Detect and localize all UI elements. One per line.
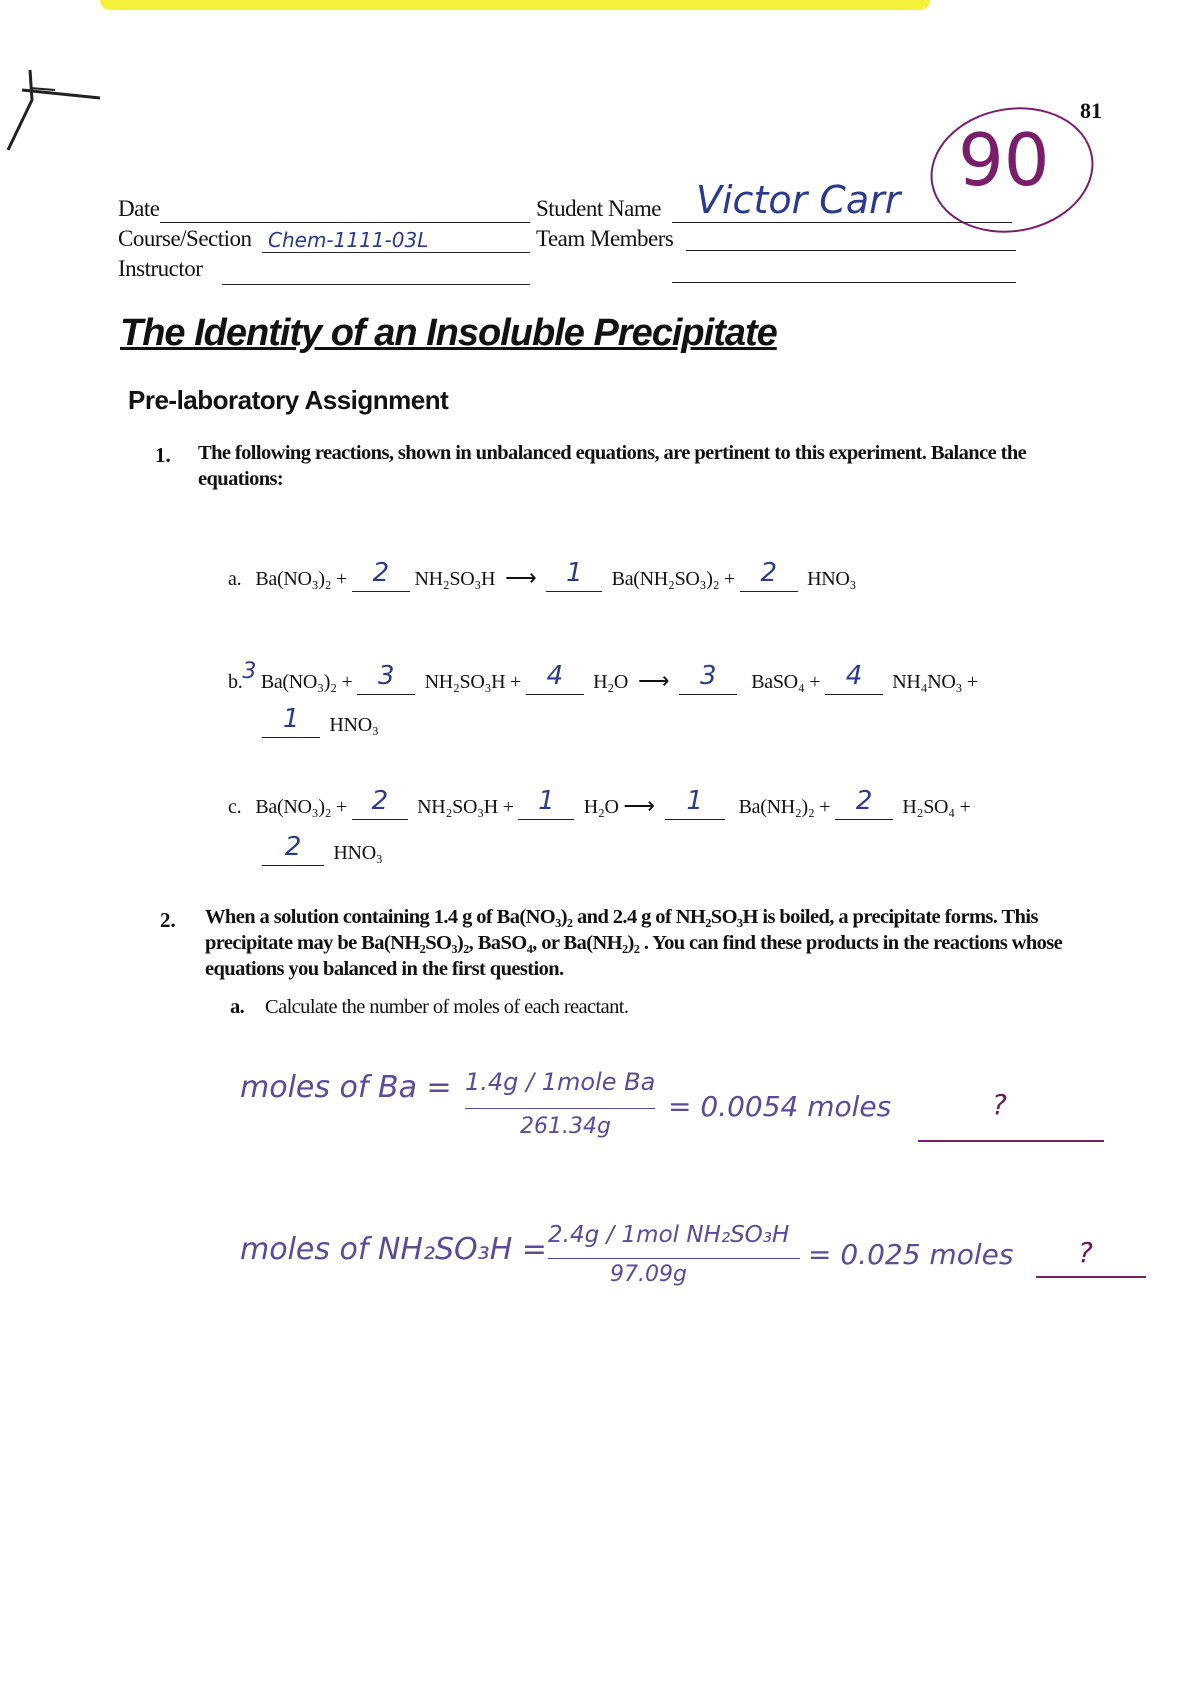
instructor-label: Instructor (118, 256, 203, 281)
eq-c-reactant-1: Ba(NO₃)₂ + (255, 796, 348, 818)
question-1-text: The following reactions, shown in unbalanced equations, are pertinent to this experiment. Balance the equations: (198, 442, 1027, 490)
eq-c-blank-4[interactable]: 1 (665, 794, 725, 820)
eq-b-blank-2[interactable]: 3 (357, 669, 415, 695)
work-2-denominator: 97.09g (610, 1262, 687, 1287)
equation-a (228, 558, 857, 592)
eq-b-product-2: NH₄NO₃ + (892, 671, 978, 693)
team-members-field[interactable] (686, 250, 1016, 251)
work-1-grader-line (918, 1140, 1104, 1142)
reaction-arrow-icon: ⟶ (632, 668, 675, 693)
question-2a-label: a. (230, 996, 245, 1018)
work-2-grader-mark: ? (1078, 1236, 1093, 1269)
work-1-grader-mark: ? (992, 1088, 1007, 1121)
eq-b-coef-1: 3 (242, 659, 257, 684)
equation-b-cont (262, 704, 379, 738)
eq-c-product-1: Ba(NH₂)₂ + (738, 796, 831, 818)
student-name-field[interactable] (672, 222, 1012, 223)
eq-b-product-3: HNO₃ (329, 714, 379, 736)
eq-c-label: c. (228, 796, 242, 818)
reaction-arrow-icon: ⟶ (623, 793, 660, 818)
eq-a-product-2: HNO₃ (807, 568, 857, 590)
eq-c-reactant-3: H₂O (583, 796, 619, 818)
date-field[interactable] (160, 222, 530, 223)
work-2-result: = 0.025 moles (808, 1238, 1014, 1271)
eq-a-reactant-2: NH₂SO₃H (414, 568, 496, 590)
page-title: The Identity of an Insoluble Precipitate (120, 312, 777, 354)
page-number: 81 (1080, 98, 1102, 123)
eq-a-blank-4[interactable]: 2 (740, 566, 798, 592)
course-value: Chem-1111-03L (268, 228, 429, 252)
course-field[interactable] (262, 252, 530, 253)
eq-a-blank-2[interactable]: 2 (352, 566, 410, 592)
section-subtitle: Pre-laboratory Assignment (128, 385, 449, 415)
date-label: Date (118, 196, 160, 221)
work-1-numerator: 1.4g / 1mole Ba (465, 1068, 656, 1096)
eq-b-product-1: BaSO₄ + (751, 671, 821, 693)
equation-b (228, 659, 978, 695)
work-2-fraction-bar (548, 1258, 800, 1259)
eq-a-product-1: Ba(NH₂SO₃)₂ + (611, 568, 735, 590)
eq-a-label: a. (228, 568, 242, 590)
work-2-lhs: moles of NH₂SO₃H = (240, 1232, 547, 1267)
eq-b-reactant-1: Ba(NO₃)₂ + (260, 671, 353, 693)
eq-b-blank-5[interactable]: 4 (825, 669, 883, 695)
eq-c-blank-5[interactable]: 2 (835, 794, 893, 820)
team-members-label: Team Members (536, 226, 674, 251)
eq-c-blank-6[interactable]: 2 (262, 840, 324, 866)
team-members-field-2[interactable] (672, 282, 1016, 283)
reaction-arrow-icon: ⟶ (499, 565, 542, 590)
eq-a-blank-3[interactable]: 1 (546, 566, 602, 592)
work-2-grader-line (1036, 1276, 1146, 1278)
eq-c-reactant-2: NH₂SO₃H + (417, 796, 514, 818)
question-2-number: 2. (160, 908, 176, 932)
equation-c-cont (262, 832, 383, 866)
work-1-denominator: 261.34g (520, 1114, 611, 1139)
eq-b-reactant-2: NH₂SO₃H + (424, 671, 521, 693)
question-2-text: When a solution containing 1.4 g of Ba(NO₃)₂ and 2.4 g of NH₂SO₃H is boiled, a precipitate forms. This precipitate may be Ba(NH₂SO₃)₂, BaSO₄, or Ba(NH₂)₂ . You can find these products in the reactions whose equations you balanced in the first question. (205, 906, 1063, 980)
eq-b-blank-6[interactable]: 1 (262, 712, 320, 738)
question-2a-text: Calculate the number of moles of each reactant. (265, 996, 629, 1018)
eq-b-label: b. (228, 671, 243, 693)
eq-b-blank-4[interactable]: 3 (679, 669, 737, 695)
work-1-fraction-bar (465, 1108, 655, 1109)
equation-c (228, 786, 971, 820)
staple-mark-icon (0, 60, 110, 160)
student-name-value: Victor Carr (696, 178, 901, 222)
eq-b-blank-3[interactable]: 4 (526, 669, 584, 695)
eq-c-blank-2[interactable]: 2 (352, 794, 408, 820)
eq-c-product-3: HNO₃ (333, 842, 383, 864)
course-label: Course/Section (118, 226, 252, 251)
work-1-lhs: moles of Ba = (240, 1070, 452, 1105)
grade-score: 90 (958, 118, 1050, 202)
top-highlight-strip (100, 0, 930, 10)
eq-c-blank-3[interactable]: 1 (518, 794, 574, 820)
instructor-field[interactable] (222, 284, 530, 285)
student-name-label: Student Name (536, 196, 661, 221)
eq-c-product-2: H₂SO₄ + (902, 796, 971, 818)
question-1-number: 1. (155, 443, 171, 467)
work-2-numerator: 2.4g / 1mol NH₂SO₃H (548, 1222, 790, 1248)
eq-a-reactant-1: Ba(NO₃)₂ + (255, 568, 348, 590)
work-1-result: = 0.0054 moles (668, 1090, 892, 1123)
eq-b-reactant-3: H₂O (593, 671, 629, 693)
